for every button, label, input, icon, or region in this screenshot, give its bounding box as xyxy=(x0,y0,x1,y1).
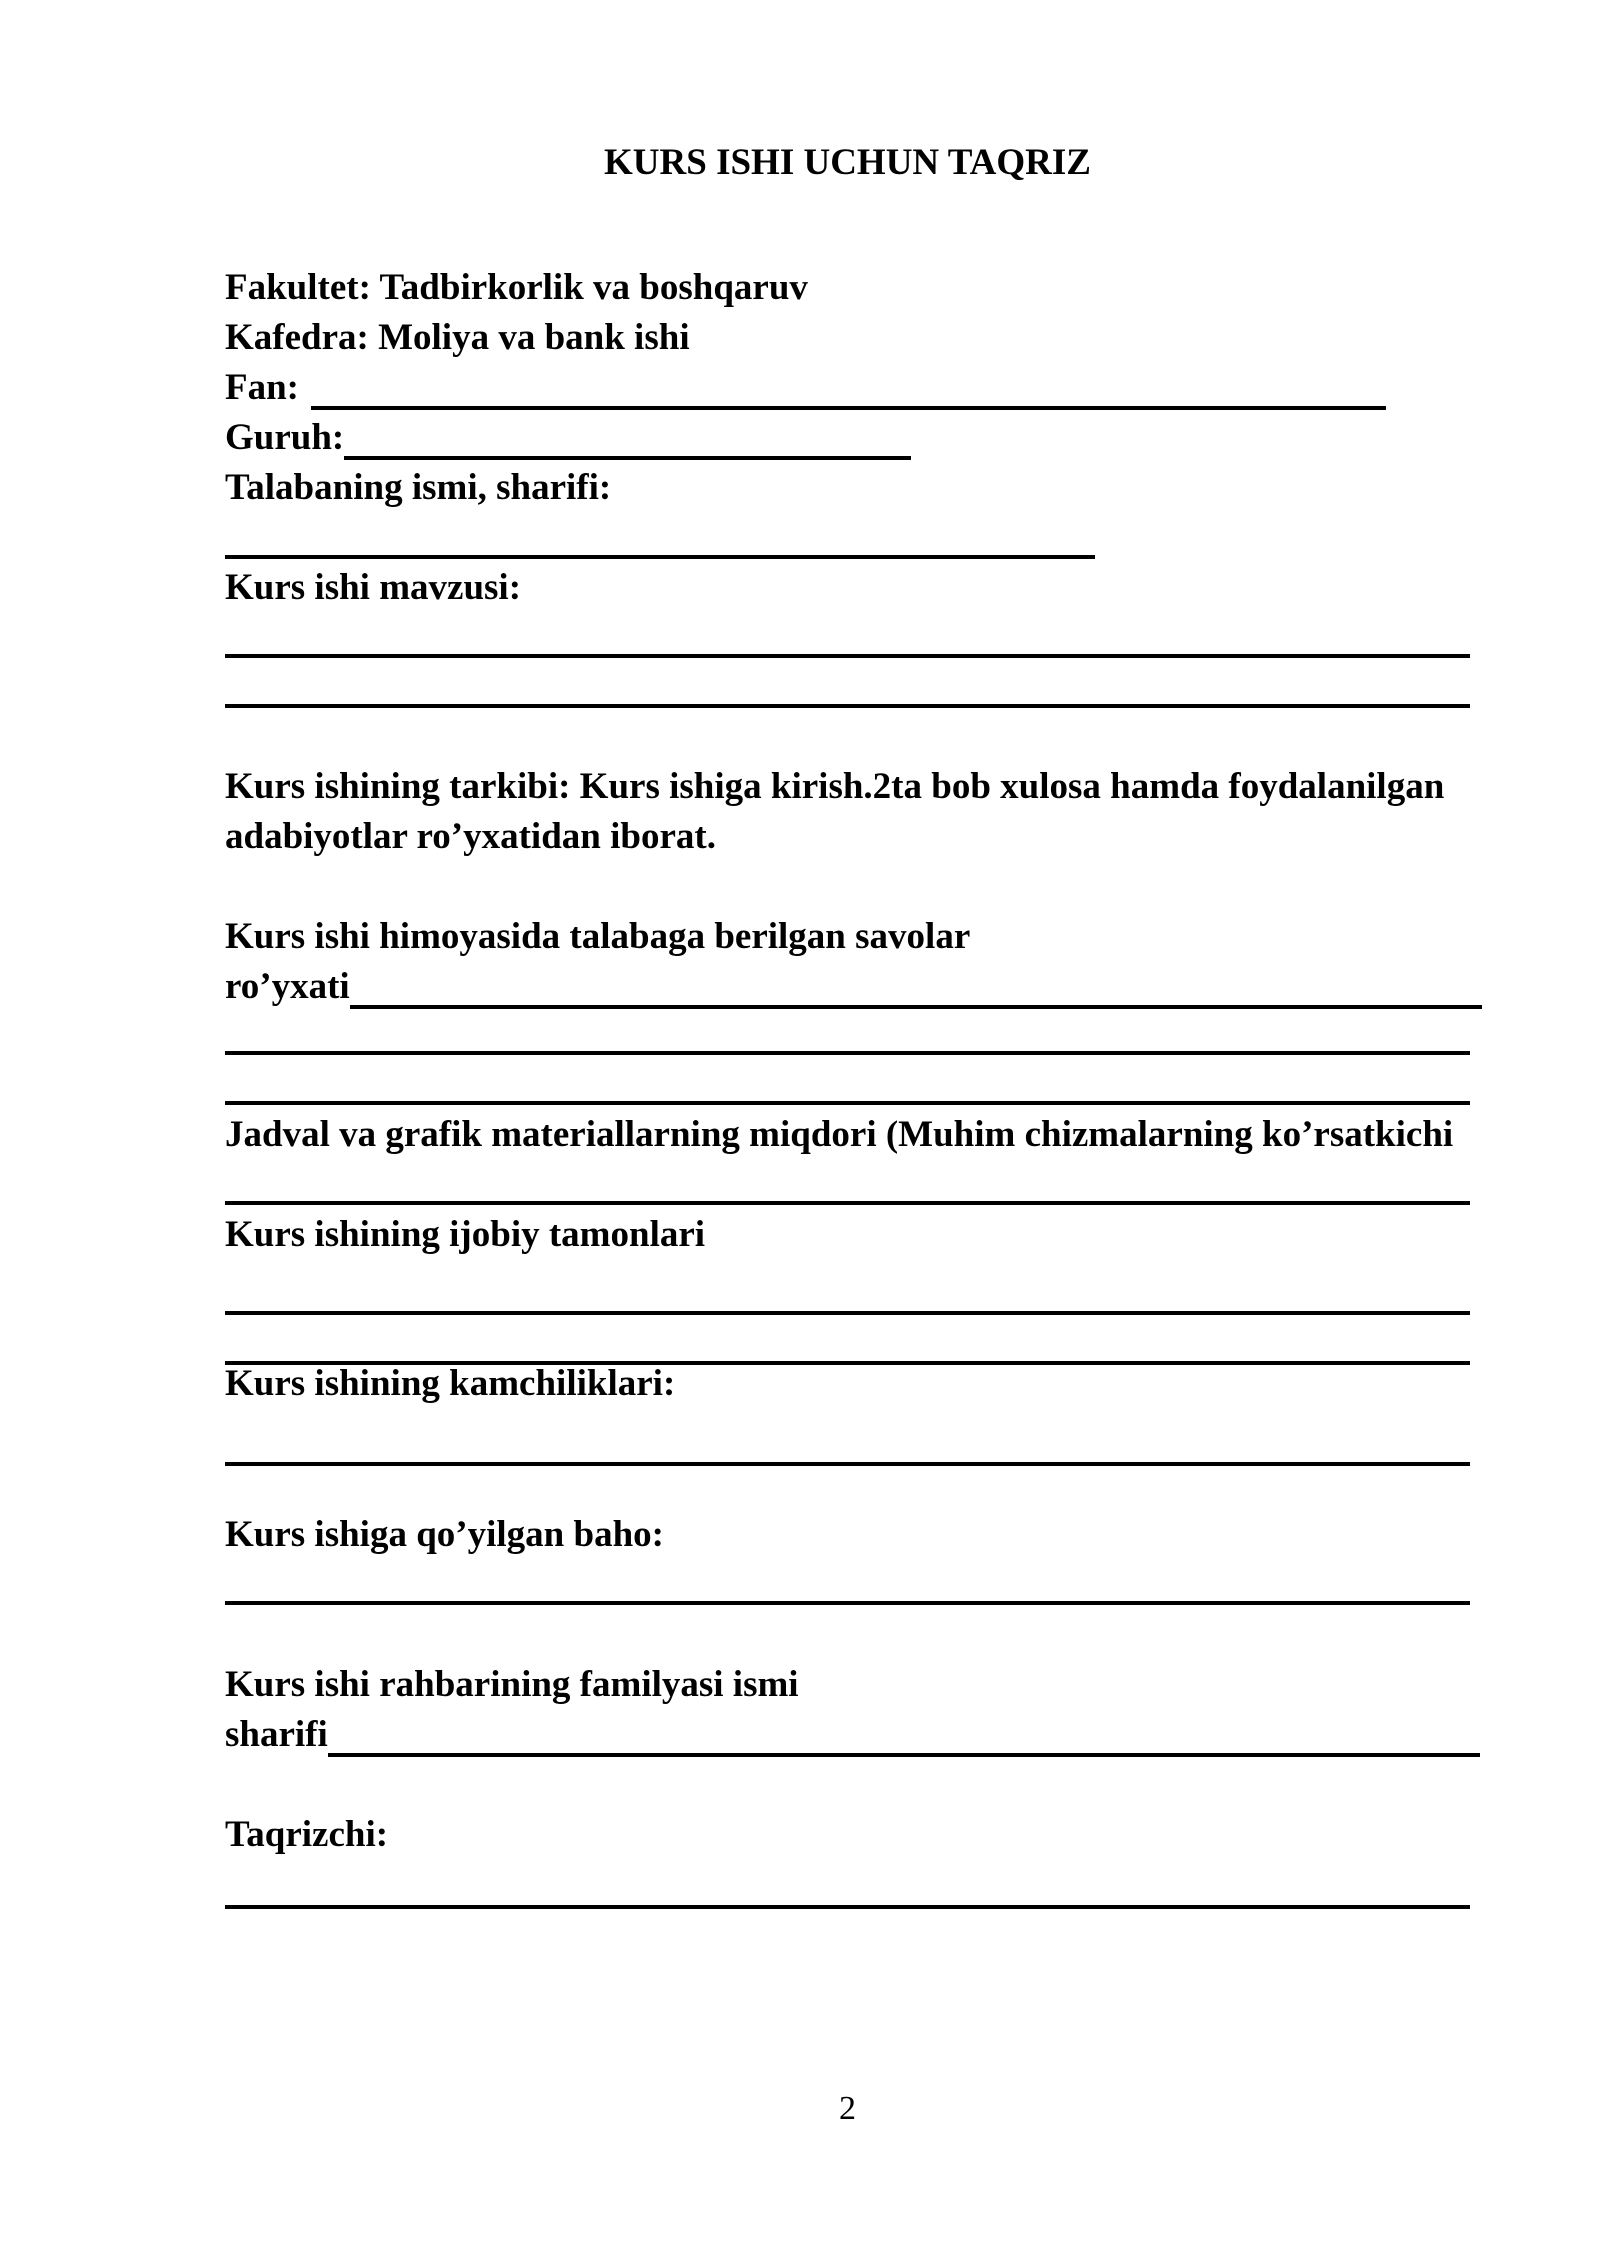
sharifi-blank-line xyxy=(328,1710,1480,1757)
royxati-blank-line xyxy=(350,962,1482,1009)
field-fakultet: Fakultet: Tadbirkorlik va boshqaruv xyxy=(225,267,808,308)
blank-line xyxy=(225,1311,1470,1315)
field-ijobiy-label: Kurs ishining ijobiy tamonlari xyxy=(225,1214,706,1255)
guruh-blank-line xyxy=(344,413,911,460)
field-guruh-row xyxy=(225,413,911,463)
field-guruh-label: Guruh: xyxy=(225,417,345,458)
blank-line xyxy=(225,1051,1470,1055)
field-royxati-label: ro’yxati xyxy=(225,966,350,1007)
tarkibi-line1: Kurs ishining tarkibi: Kurs ishiga kirish.2ta bob xulosa hamda foydalanilgan xyxy=(225,766,1445,807)
blank-line xyxy=(225,1101,1470,1105)
paragraph-tarkibi xyxy=(225,762,1444,862)
field-taqrizchi-label: Taqrizchi: xyxy=(225,1814,389,1855)
field-kafedra: Kafedra: Moliya va bank ishi xyxy=(225,317,690,358)
blank-line xyxy=(225,654,1470,658)
field-fan-row xyxy=(225,363,1386,413)
field-sharifi-label: sharifi xyxy=(225,1714,328,1755)
tarkibi-line2: adabiyotlar ro’yxatidan iborat. xyxy=(225,816,716,857)
field-kamchiliklari-label: Kurs ishining kamchiliklari: xyxy=(225,1363,676,1404)
blank-line xyxy=(225,1201,1470,1205)
page-title: KURS ISHI UCHUN TAQRIZ xyxy=(604,142,1091,183)
blank-line xyxy=(225,1462,1470,1466)
field-fan-label: Fan: xyxy=(225,367,299,408)
field-jadval-label: Jadval va grafik materiallarning miqdori (Muhim chizmalarning ko’rsatkichi xyxy=(225,1114,1454,1155)
field-student-label: Talabaning ismi, sharifi: xyxy=(225,467,612,508)
field-savolar-label: Kurs ishi himoyasida talabaga berilgan savolar xyxy=(225,916,971,957)
blank-line xyxy=(225,1905,1470,1909)
field-sharifi-row xyxy=(225,1710,1480,1760)
field-rahbar-label: Kurs ishi rahbarining familyasi ismi xyxy=(225,1664,799,1705)
field-mavzusi-label: Kurs ishi mavzusi: xyxy=(225,567,522,608)
blank-line xyxy=(225,1601,1470,1605)
student-blank-line xyxy=(225,555,1095,559)
page-number: 2 xyxy=(839,2090,856,2127)
field-royxati-row xyxy=(225,962,1482,1012)
blank-line xyxy=(225,704,1470,708)
fan-blank-line xyxy=(311,363,1386,410)
field-baho-label: Kurs ishiga qo’yilgan baho: xyxy=(225,1514,664,1555)
